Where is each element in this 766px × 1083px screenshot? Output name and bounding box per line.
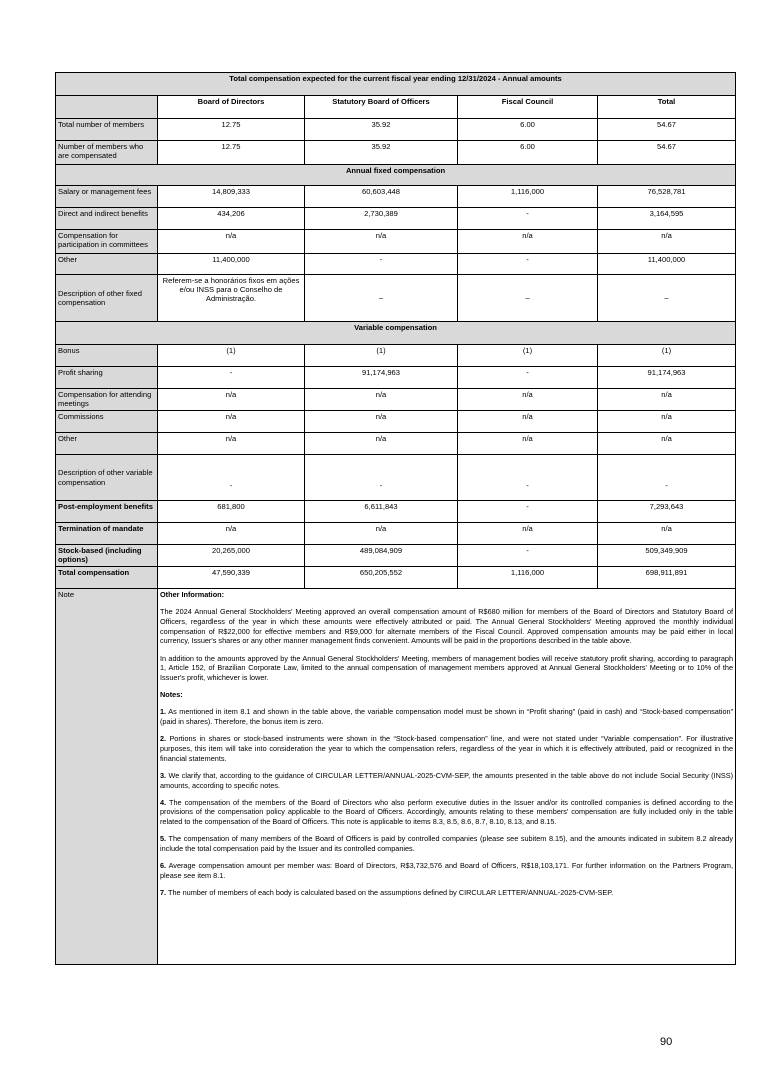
- note-paragraph: In addition to the amounts approved by the Annual General Stockholders' Meeting, members of management bodies will receive statutory profit sharing, according to paragraph 1, Article 152, of Brazilian Corporate Law, limited to the annual compensation of management members approved at Annual General Stockholders' Meeting or to 10% of the Issuer's profit, whichever is lower.: [160, 653, 734, 682]
- row-label: Compensation for attending meetings: [56, 389, 158, 411]
- table-row: [56, 345, 736, 367]
- cell: n/a: [598, 433, 736, 455]
- table-row: [56, 254, 736, 275]
- cell: n/a: [305, 230, 458, 254]
- cell: n/a: [305, 433, 458, 455]
- row-label: Compensation for participation in committees: [56, 230, 158, 254]
- row-label: Bonus: [56, 345, 158, 367]
- cell: -: [305, 254, 458, 275]
- other-info-title: Other Information:: [160, 590, 225, 599]
- note-item: 7. The number of members of each body is calculated based on the assumptions defined by CIRCULAR LETTER/ANNUAL-2025-CVM-SEP.: [160, 888, 614, 898]
- note-item: 1. As mentioned in item 8.1 and shown in the table above, the variable compensation model must be shown in “Profit sharing” (paid in cash) and “Stock-based compensation” (paid in shares). Therefore, the bonus item is zero.: [160, 707, 734, 727]
- cell: –: [305, 275, 458, 322]
- note-paragraph: The 2024 Annual General Stockholders' Meeting approved an overall compensation amount of R$680 million for members of the Board of Directors and Statutory Board of Officers, regardless of the year in which these amounts were effectively attributed or paid. The Annual General Stockholders' Meeting approved the monthly individual compensation of R$22,000 for effective members and R$9,000 for alternate members of the Fiscal Council. Approved compensation amounts may be paid either in local currency, Issuer's shares or any other manner management finds convenient. Amounts will be paid in the proportions described in the table above.: [160, 607, 734, 646]
- table-row-total: [56, 567, 736, 589]
- table-row: [56, 433, 736, 455]
- cell: –: [598, 275, 736, 322]
- section-header-fixed: Annual fixed compensation: [56, 165, 736, 186]
- page-number: 90: [660, 1036, 673, 1048]
- cell: -: [458, 545, 598, 567]
- row-label: Termination of mandate: [56, 523, 158, 545]
- table-row: [56, 545, 736, 567]
- row-label: Description of other fixed compensation: [56, 275, 158, 322]
- cell: n/a: [598, 411, 736, 433]
- table-row: [56, 230, 736, 254]
- cell: -: [458, 208, 598, 230]
- table-row: [56, 501, 736, 523]
- cell: n/a: [158, 230, 305, 254]
- cell: (1): [598, 345, 736, 367]
- column-header: Board of Directors: [158, 96, 305, 119]
- cell: n/a: [458, 523, 598, 545]
- row-label: Description of other variable compensation: [56, 455, 158, 501]
- cell: n/a: [458, 389, 598, 411]
- row-label: Salary or management fees: [56, 186, 158, 208]
- cell: 1,116,000: [458, 567, 598, 589]
- cell: 6.00: [458, 119, 598, 141]
- cell: 60,603,448: [305, 186, 458, 208]
- table-row: [56, 275, 736, 322]
- cell: n/a: [158, 389, 305, 411]
- row-label: Number of members who are compensated: [56, 141, 158, 165]
- table-row: [56, 141, 736, 165]
- cell: 489,084,909: [305, 545, 458, 567]
- column-header: Statutory Board of Officers: [305, 96, 458, 119]
- cell: n/a: [458, 411, 598, 433]
- header-blank: [56, 96, 158, 119]
- cell: n/a: [598, 523, 736, 545]
- cell: (1): [158, 345, 305, 367]
- cell: 47,590,339: [158, 567, 305, 589]
- cell: (1): [305, 345, 458, 367]
- cell: –: [458, 275, 598, 322]
- cell: 1,116,000: [458, 186, 598, 208]
- cell: 91,174,963: [598, 367, 736, 389]
- note-item: 6. Average compensation amount per member was: Board of Directors, R$3,732,576 and Board of Officers, R$18,103,171. For further information on the Partners Program, please see item 8.1.: [160, 861, 734, 880]
- cell: n/a: [458, 230, 598, 254]
- cell: 35.92: [305, 141, 458, 165]
- table-row: [56, 523, 736, 545]
- cell: 698,911,891: [598, 567, 736, 589]
- row-label: Other: [56, 433, 158, 455]
- cell: n/a: [305, 389, 458, 411]
- note-item: 3. We clarify that, according to the guidance of CIRCULAR LETTER/ANNUAL-2025-CVM-SEP, the amounts presented in the table above do not include Social Security (INSS) amounts, according to specific notes.: [160, 770, 734, 790]
- row-label: Post-employment benefits: [56, 501, 158, 523]
- cell: n/a: [598, 389, 736, 411]
- column-header: Total: [598, 96, 736, 119]
- cell: -: [305, 455, 458, 501]
- cell: (1): [458, 345, 598, 367]
- cell: 6,611,843: [305, 501, 458, 523]
- cell: -: [158, 367, 305, 389]
- row-label: Direct and indirect benefits: [56, 208, 158, 230]
- cell: 14,809,333: [158, 186, 305, 208]
- note-body: [158, 589, 736, 965]
- cell: n/a: [458, 433, 598, 455]
- table-row: [56, 208, 736, 230]
- cell: n/a: [158, 523, 305, 545]
- cell: -: [598, 455, 736, 501]
- section-header-variable: Variable compensation: [56, 322, 736, 345]
- cell: 20,265,000: [158, 545, 305, 567]
- cell: n/a: [158, 433, 305, 455]
- table-row: [56, 186, 736, 208]
- row-label: Commissions: [56, 411, 158, 433]
- cell: Referem-se a honorários fixos em ações e/ou INSS para o Conselho de Administração.: [158, 275, 305, 322]
- row-label: Other: [56, 254, 158, 275]
- note-item: 2. Portions in shares or stock-based instruments were shown in the “Stock-based compensation” line, and were not stated under “Variable compensation”. For illustrative purposes, this item will take into consideration the year to which the compensation refers, regardless of the year in which it is effectively attributed, paid or recognized in the financial statements.: [160, 734, 734, 763]
- cell: 35.92: [305, 119, 458, 141]
- notes-title: Notes:: [160, 690, 183, 700]
- note-item: 5. The compensation of many members of the Board of Officers is paid by controlled companies (please see subitem 8.15), and the amounts indicated in subitem 8.2 already include the total compensation paid by the Issuer and its controlled companies.: [160, 834, 734, 854]
- cell: 12.75: [158, 119, 305, 141]
- table-row: [56, 119, 736, 141]
- table-row: [56, 411, 736, 433]
- cell: n/a: [305, 523, 458, 545]
- cell: -: [458, 254, 598, 275]
- cell: 434,206: [158, 208, 305, 230]
- cell: 54.67: [598, 119, 736, 141]
- note-row: [56, 589, 736, 965]
- cell: -: [158, 455, 305, 501]
- cell: 54.67: [598, 141, 736, 165]
- cell: 91,174,963: [305, 367, 458, 389]
- cell: 681,800: [158, 501, 305, 523]
- note-label: Note: [56, 589, 158, 965]
- compensation-table: [55, 72, 736, 965]
- table-row: [56, 389, 736, 411]
- table-title: Total compensation expected for the current fiscal year ending 12/31/2024 - Annual amounts: [56, 73, 736, 96]
- cell: 3,164,595: [598, 208, 736, 230]
- cell: n/a: [158, 411, 305, 433]
- cell: 650,205,552: [305, 567, 458, 589]
- table-row: [56, 455, 736, 501]
- cell: 12.75: [158, 141, 305, 165]
- cell: 11,400,000: [598, 254, 736, 275]
- cell: 509,349,909: [598, 545, 736, 567]
- cell: 7,293,643: [598, 501, 736, 523]
- table-row: [56, 367, 736, 389]
- cell: -: [458, 501, 598, 523]
- row-label: Total compensation: [56, 567, 158, 589]
- cell: -: [458, 455, 598, 501]
- row-label: Total number of members: [56, 119, 158, 141]
- row-label: Stock-based (including options): [56, 545, 158, 567]
- cell: n/a: [598, 230, 736, 254]
- cell: 11,400,000: [158, 254, 305, 275]
- cell: 2,730,389: [305, 208, 458, 230]
- row-label: Profit sharing: [56, 367, 158, 389]
- column-header: Fiscal Council: [458, 96, 598, 119]
- cell: n/a: [305, 411, 458, 433]
- cell: 6.00: [458, 141, 598, 165]
- cell: -: [458, 367, 598, 389]
- cell: 76,528,781: [598, 186, 736, 208]
- note-item: 4. The compensation of the members of the Board of Directors who also perform executive duties in the Issuer and/or its controlled companies is defined according to the provisions of the compensation policy applicable to the Board of Officers. Accordingly, amounts relating to these members' compensation are fully included only in the table related to the compensation of the Board of Officers. This note is applicable to items 8.3, 8.5, 8.6, 8.7, 8.10, 8.13, and 8.15.: [160, 797, 734, 827]
